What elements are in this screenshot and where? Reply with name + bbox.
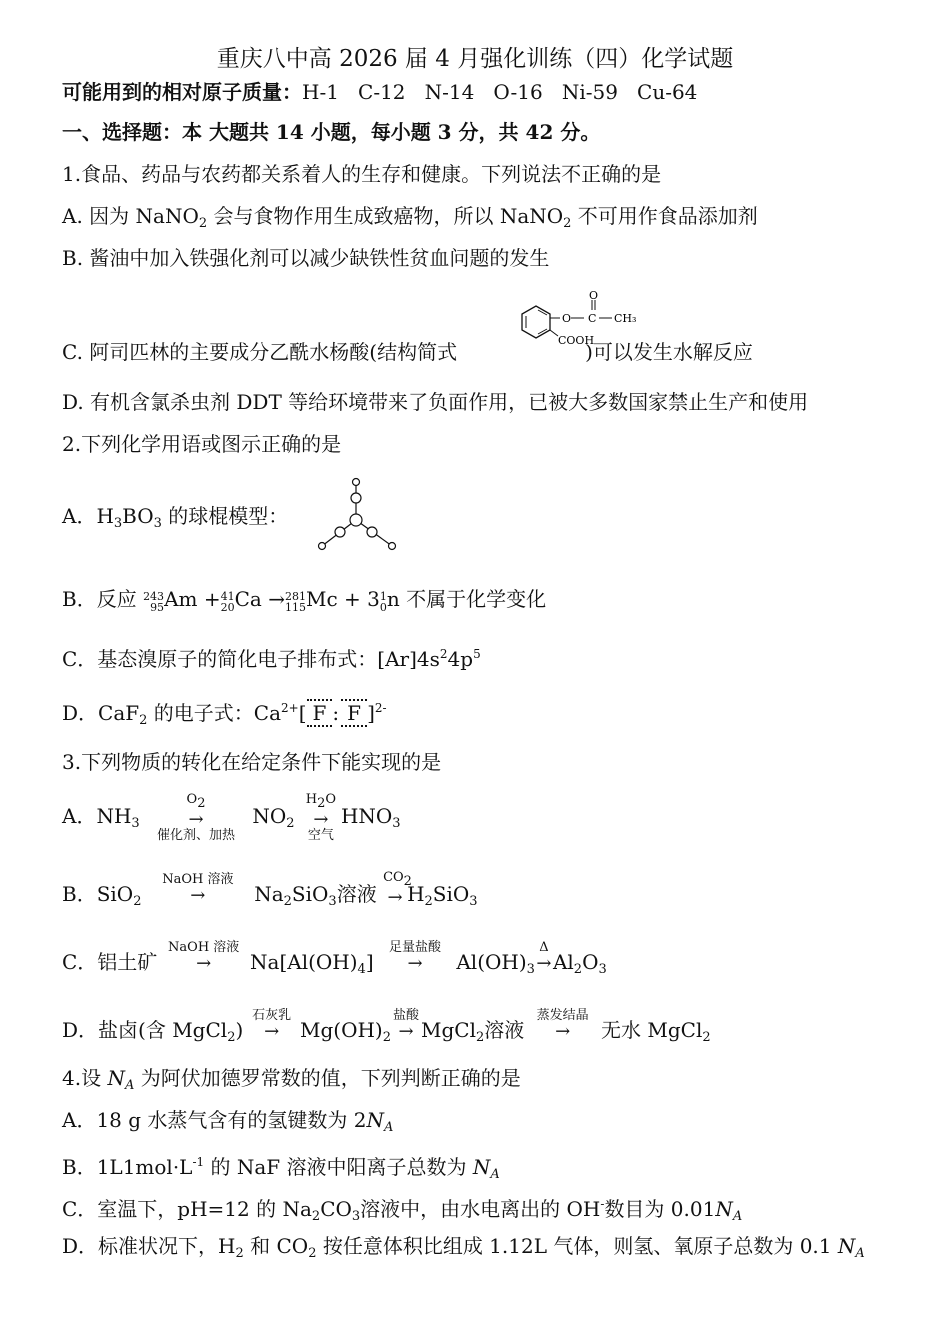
q3-d-label: D．盐卤(含 MgCl xyxy=(62,1018,228,1042)
subscript: 3 xyxy=(598,962,607,977)
q3-c-o: O xyxy=(582,950,599,974)
q1-option-d: D. 有机含氯杀虫剂 DDT 等给环境带来了负面作用，已被大多数国家禁止生产和使用 xyxy=(62,390,809,414)
aspirin-structure-diagram xyxy=(508,288,648,358)
subscript: 2 xyxy=(317,795,326,811)
q2-stem: 2.下列化学用语或图示正确的是 xyxy=(62,432,342,456)
q2-a-text3: 的球棍模型： xyxy=(161,504,289,528)
q1-c-text1: C. 阿司匹林的主要成分乙酰水杨酸(结构简式 xyxy=(62,340,458,364)
q1-option-b: B. 酱油中加入铁强化剂可以减少缺铁性贫血问题的发生 xyxy=(62,246,550,270)
q4-option-a xyxy=(62,1106,393,1142)
q1-stem: 1.食品、药品与农药都关系着人的生存和健康。下列说法不正确的是 xyxy=(62,162,662,186)
q1-a-text1: A. 因为 NaNO xyxy=(62,204,199,228)
q2-d-text2: 的电子式：Ca xyxy=(147,701,282,725)
q3-a-hno3: HNO xyxy=(340,804,393,828)
arrow-with-conditions: 石灰乳 → xyxy=(250,1009,294,1055)
arrow-with-conditions: 足量盐酸 → xyxy=(380,941,450,987)
q3-b-label: B．SiO xyxy=(62,882,134,906)
q4-option-b xyxy=(62,1148,500,1189)
condition-excess-hcl: 足量盐酸 xyxy=(388,939,441,955)
q4-d-text3: 按任意体积比组成 1.12L 气体，则氢、氧原子总数为 0.1 xyxy=(316,1234,838,1258)
avogadro-symbol: N xyxy=(107,1066,125,1090)
subscript: 2 xyxy=(382,1030,392,1045)
q4-option-d xyxy=(62,1232,865,1268)
mass-number: 41 xyxy=(220,590,235,603)
superscript: 2- xyxy=(374,701,387,715)
condition-co2: CO xyxy=(383,869,404,885)
mass-number: 1 xyxy=(379,590,387,603)
q1-a-text3: 不可用作食品添加剂 xyxy=(571,204,758,228)
condition-air: 空气 xyxy=(307,827,334,843)
subscript: 3 xyxy=(113,516,123,531)
condition-lime-milk: 石灰乳 xyxy=(252,1007,292,1023)
q3-a-label: A．NH xyxy=(62,804,132,828)
electron-dots-f1 xyxy=(307,699,333,727)
q3-b-h: H xyxy=(407,882,425,906)
q4-c-text2: CO xyxy=(320,1197,352,1221)
element-mc: Mc xyxy=(305,587,338,611)
atomic-mass-o: O-16 xyxy=(493,80,543,104)
atomic-number: 20 xyxy=(220,601,235,614)
q2-a-text2: BO xyxy=(122,504,154,528)
mass-number: 243 xyxy=(143,590,165,603)
subscript: 2 xyxy=(139,713,148,728)
q4-stem-text1: 4.设 xyxy=(62,1066,108,1090)
atomic-number: 95 xyxy=(150,601,165,614)
q3-stem: 3.下列物质的转化在给定条件下能实现的是 xyxy=(62,750,442,774)
subscript: 2 xyxy=(424,894,433,909)
aspirin-c: C xyxy=(588,312,597,325)
q1-option-c xyxy=(62,338,753,366)
q3-a-no2: NO xyxy=(252,804,287,828)
arrow-with-conditions: NaOH 溶液 → xyxy=(148,873,248,919)
atomic-mass-n: N-14 xyxy=(424,80,475,104)
atomic-mass-ni: Ni-59 xyxy=(561,80,618,104)
condition-heat: Δ xyxy=(539,939,549,955)
subscript: 2 xyxy=(286,816,295,831)
nuclide-ca xyxy=(221,587,235,615)
subscript: 2 xyxy=(235,1246,244,1261)
nuclide-am xyxy=(143,587,164,615)
q2-c-text2: 4p xyxy=(447,647,474,671)
subscript: 3 xyxy=(392,816,401,831)
arrow-with-conditions: 盐酸 → xyxy=(393,1007,420,1042)
subscript: 4 xyxy=(357,962,366,977)
subscript: A xyxy=(732,1209,743,1224)
element-am: Am xyxy=(164,587,198,611)
superscript: -1 xyxy=(192,1155,205,1169)
q2-option-c xyxy=(62,640,481,673)
q3-c-label: C．铝土矿 xyxy=(62,950,158,974)
subscript: 2 xyxy=(573,962,583,977)
subscript: 2 xyxy=(227,1030,236,1045)
q2-a-text1: A．H xyxy=(62,504,114,528)
condition-evaporate: 蒸发结晶 xyxy=(536,1007,589,1023)
atomic-mass-h: H-1 xyxy=(302,80,339,104)
subscript: 2 xyxy=(563,216,572,231)
condition-naoh: NaOH 溶液 xyxy=(168,939,240,955)
q3-c-aloh3: Al(OH) xyxy=(456,950,527,974)
condition-catalyst: 催化剂、加热 xyxy=(157,827,236,843)
q4-c-text1: C．室温下，pH=12 的 Na xyxy=(62,1197,312,1221)
nuclide-n xyxy=(380,587,387,615)
q3-d-anhydrous: 无水 MgCl xyxy=(601,1018,703,1042)
superscript: 2 xyxy=(439,647,448,661)
subscript: A xyxy=(384,1120,394,1135)
arrow-with-conditions: $H_2O$ → 空气 xyxy=(301,793,341,843)
arrow-with-conditions: 蒸发结晶 → xyxy=(531,1009,595,1055)
avogadro-symbol: N xyxy=(715,1197,733,1221)
q3-d-mgoh2: Mg(OH) xyxy=(300,1018,383,1042)
q3-option-b xyxy=(62,866,478,930)
q2-d-text1: D．CaF xyxy=(62,701,140,725)
q4-option-c xyxy=(62,1190,742,1231)
q4-c-text3: 溶液中，由水电离出的 OH xyxy=(360,1197,601,1221)
q3-d-solution: 溶液 xyxy=(484,1018,525,1042)
q2-b-text1: B．反应 xyxy=(62,587,137,611)
arrow-with-conditions: NaOH 溶液 → xyxy=(164,941,244,987)
atomic-number: 0 xyxy=(379,601,387,614)
superscript: 5 xyxy=(473,647,481,661)
q3-b-na: Na xyxy=(254,882,284,906)
subscript: 2 xyxy=(311,1209,321,1224)
atomic-masses-label: 可能用到的相对原子质量： xyxy=(62,80,302,104)
avogadro-symbol: N xyxy=(366,1108,384,1132)
q2-option-a xyxy=(62,502,288,538)
aspirin-ch3: CH₃ xyxy=(614,312,637,325)
page-title: 重庆八中高 2026 届 4 月强化训练（四）化学试题 xyxy=(216,46,734,72)
subscript: 3 xyxy=(328,894,337,909)
aspirin-carbonyl-o: O xyxy=(589,289,599,302)
nuclide-mc xyxy=(285,587,306,615)
subscript: A xyxy=(855,1246,865,1261)
arrow-with-conditions: Δ → xyxy=(536,939,552,974)
atomic-mass-c: C-12 xyxy=(358,80,406,104)
subscript: 2 xyxy=(476,1030,485,1045)
subscript: 2 xyxy=(133,894,142,909)
q3-option-d: D．盐卤(含 MgCl$_2$) 石灰乳 → $Mg(OH)_2$ 盐酸 → MgCl$_2$溶液 蒸发结晶 → 无水 MgCl$_2$ xyxy=(62,1002,711,1066)
condition-hcl: 盐酸 xyxy=(393,1007,420,1023)
element-f: F xyxy=(312,701,327,725)
q3-d-mgcl2: MgCl xyxy=(421,1018,476,1042)
q4-stem xyxy=(62,1064,521,1100)
subscript: 3 xyxy=(469,894,478,909)
superscript: 2+ xyxy=(281,701,299,715)
subscript: A xyxy=(490,1167,500,1182)
subscript: 3 xyxy=(131,816,140,831)
element-n: n xyxy=(386,587,400,611)
q3-option-c: C．铝土矿 NaOH 溶液 → $Na[Al(OH)_4]$ 足量盐酸 → $Al(OH)_3$ Δ → $Al_2O_3$ xyxy=(62,934,607,998)
subscript: 2 xyxy=(197,795,206,811)
atomic-mass-cu: Cu-64 xyxy=(637,80,698,104)
q4-stem-text2: 为阿伏加德罗常数的值，下列判断正确的是 xyxy=(134,1066,521,1090)
avogadro-symbol: N xyxy=(472,1155,491,1179)
electron-dots-f2 xyxy=(341,699,367,727)
q3-c-al: Al xyxy=(552,950,574,974)
subscript: 2 xyxy=(702,1030,711,1045)
q4-d-text2: 和 CO xyxy=(243,1234,309,1258)
aspirin-o: O xyxy=(562,312,572,325)
condition-o2: O xyxy=(186,791,198,807)
atomic-number: 115 xyxy=(284,601,306,614)
avogadro-symbol: N xyxy=(837,1234,856,1258)
q3-b-solution: 溶液 xyxy=(336,882,377,906)
superscript: - xyxy=(600,1197,605,1211)
arrow-with-conditions: $O_2$ → 催化剂、加热 xyxy=(146,793,246,843)
q4-c-text4: 数目为 0.01 xyxy=(604,1197,716,1221)
subscript: 2 xyxy=(198,216,208,231)
q2-b-text2: 不属于化学变化 xyxy=(399,587,547,611)
q2-option-d: D．CaF$_2$ 的电子式：$Ca^{2+}$[ F : F ]$^{2-}$ xyxy=(62,701,387,728)
q3-b-sio3: SiO xyxy=(432,882,470,906)
atomic-masses-line xyxy=(62,78,697,106)
subscript: 2 xyxy=(308,1246,317,1261)
q4-b-text1: B．1L1mol·L xyxy=(62,1155,193,1179)
q4-a-text: A．18 g 水蒸气含有的氢键数为 2 xyxy=(62,1108,367,1132)
q1-c-text2: )可以发生水解反应 xyxy=(585,340,753,364)
subscript: 2 xyxy=(283,894,292,909)
q3-c-tetrahydroxoaluminate: Na[Al(OH) xyxy=(250,950,358,974)
q2-option-b: B．反应 243 95Am +41 20Ca →281 115Mc + 31 0n 不属于化学变化 xyxy=(62,587,547,614)
element-f: F xyxy=(347,701,362,725)
q4-d-text1: D．标准状况下，H xyxy=(62,1234,236,1258)
section-heading: 一、选择题：本 大题共 14 小题，每小题 3 分，共 42 分。 xyxy=(62,120,601,144)
ball-stick-model-diagram xyxy=(312,474,402,554)
mass-number: 281 xyxy=(284,590,306,603)
element-ca: Ca xyxy=(234,587,262,611)
q1-a-text2: 会与食物作用生成致癌物，所以 NaNO xyxy=(207,204,564,228)
subscript: A xyxy=(124,1078,135,1093)
subscript: 3 xyxy=(526,962,535,977)
condition-h2o: H xyxy=(305,791,318,807)
q2-c-text1: C．基态溴原子的简化电子排布式：[Ar]4s xyxy=(62,647,440,671)
condition-naoh: NaOH 溶液 xyxy=(162,871,234,887)
q3-option-a xyxy=(62,788,401,852)
arrow-with-conditions: $CO_2$ → xyxy=(383,869,412,908)
q4-b-text2: 的 NaF 溶液中阳离子总数为 xyxy=(204,1155,473,1179)
subscript: 3 xyxy=(351,1209,361,1224)
subscript: 2 xyxy=(403,873,412,889)
q3-b-sio: SiO xyxy=(291,882,329,906)
subscript: 3 xyxy=(153,516,162,531)
q1-option-a xyxy=(62,202,758,238)
aspirin-cooh: COOH xyxy=(558,334,595,347)
